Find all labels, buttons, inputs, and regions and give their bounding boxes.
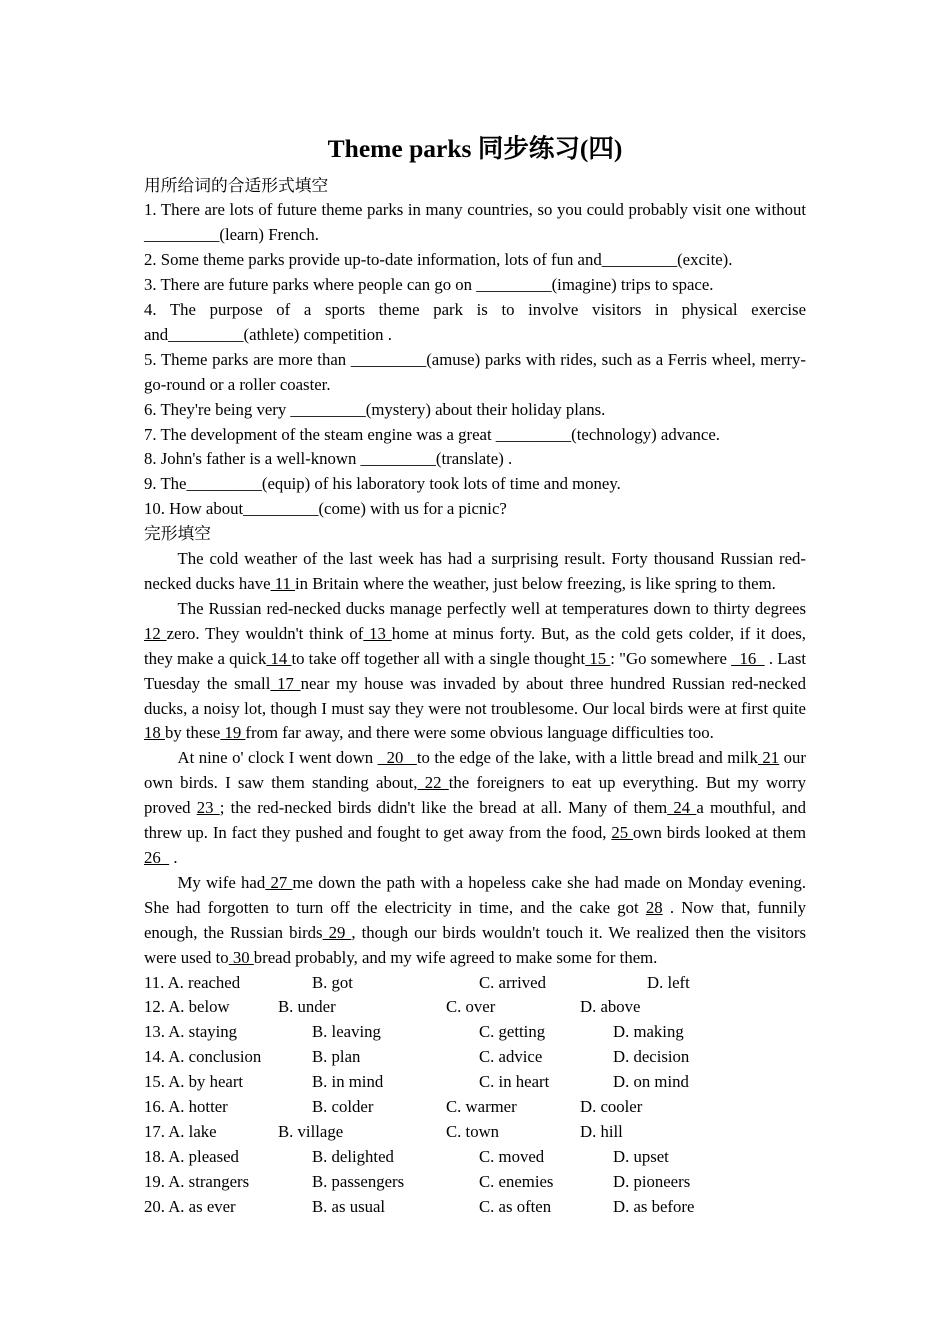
option-b: B. colder	[312, 1096, 374, 1116]
blank-21: 21	[757, 748, 780, 768]
option-c: C. warmer	[446, 1096, 517, 1116]
document-body	[144, 174, 806, 1220]
blank-22: 22	[417, 773, 449, 793]
option-d: D. making	[613, 1022, 684, 1042]
question-item-7: 7. The development of the steam engine was a great _________(technology) advance.	[144, 424, 720, 444]
option-a: 13. A. staying	[144, 1022, 238, 1042]
option-b: B. village	[278, 1121, 344, 1141]
option-d: D. as before	[613, 1196, 695, 1216]
option-a: 14. A. conclusion	[144, 1047, 262, 1067]
cloze-text: bread probably, and my wife agreed to make some for them.	[253, 947, 658, 967]
option-b: B. plan	[312, 1047, 361, 1067]
option-c: C. advice	[479, 1047, 543, 1067]
option-row-19	[144, 1170, 806, 1195]
cloze-text: . Last Tuesday the small	[144, 648, 807, 693]
option-d: D. hill	[580, 1121, 623, 1141]
page-title: Theme parks 同步练习(四)	[327, 134, 623, 163]
blank-17: 17	[270, 673, 301, 693]
cloze-text: by these	[164, 723, 221, 743]
option-row-17	[144, 1120, 806, 1145]
cloze-text: zero. They wouldn't think of	[166, 623, 364, 643]
option-row-13	[144, 1020, 806, 1045]
cloze-text: .	[169, 847, 178, 867]
blank-27: 27	[265, 872, 293, 892]
blank-12: 12	[144, 623, 167, 643]
blank-24: 24	[667, 798, 697, 818]
option-c: C. in heart	[479, 1072, 550, 1092]
question-item-4: 4. The purpose of a sports theme park is to involve visitors in physical exercise and_________(athlete) competition .	[144, 300, 806, 344]
question-item-6: 6. They're being very _________(mystery) about their holiday plans.	[144, 399, 606, 419]
blank-16: 16	[731, 648, 765, 668]
option-b: B. leaving	[312, 1022, 381, 1042]
option-b: B. in mind	[312, 1072, 384, 1092]
option-a: 12. A. below	[144, 997, 230, 1017]
cloze-paragraph-1	[144, 547, 806, 597]
option-b: B. delighted	[312, 1146, 394, 1166]
section-heading-cloze: 完形填空	[144, 524, 212, 544]
option-c: C. enemies	[479, 1171, 554, 1191]
option-b: B. got	[312, 972, 353, 992]
section-heading-fill-in: 用所给词的合适形式填空	[144, 175, 329, 195]
option-d: D. cooler	[580, 1096, 643, 1116]
cloze-text: a mouthful, and threw up. In fact they pushed and fought to get away from the food,	[144, 798, 807, 843]
cloze-paragraph-2	[144, 597, 806, 746]
cloze-text: : "Go somewhere	[610, 648, 732, 668]
question-item-1: 1. There are lots of future theme parks in many countries, so you could probably visit one without _________(learn) French.	[144, 200, 806, 245]
option-row-14	[144, 1045, 806, 1070]
option-d: D. above	[580, 997, 641, 1017]
blank-15: 15	[585, 648, 611, 668]
option-c: C. over	[446, 997, 496, 1017]
question-item-9: 9. The_________(equip) of his laboratory took lots of time and money.	[144, 474, 621, 494]
cloze-text: the foreigners to eat up everything. But my worry proved	[144, 773, 806, 818]
cloze-text: from far away, and there were some obvious language difficulties too.	[245, 723, 714, 743]
blank-25: 25	[611, 823, 633, 843]
cloze-text: My wife had	[177, 872, 266, 892]
option-d: D. upset	[613, 1146, 669, 1166]
cloze-text: The cold weather of the last week has had a surprising result. Forty thousand Russian red-necked ducks have	[144, 549, 806, 593]
blank-30: 30	[228, 947, 254, 967]
option-c: C. arrived	[479, 972, 546, 992]
blank-19: 19	[220, 723, 246, 743]
cloze-paragraph-4	[144, 871, 806, 971]
blank-29: 29	[322, 922, 352, 942]
cloze-text: own birds looked at them	[632, 823, 807, 843]
question-item-10: 10. How about_________(come) with us for a picnic?	[144, 499, 507, 519]
blank-28: 28	[645, 897, 663, 917]
cloze-text: me down the path with a hopeless cake she had made on Monday evening. She had forgotten to turn off the electricity in time, and the cake got	[144, 872, 807, 917]
option-a: 20. A. as ever	[144, 1196, 236, 1216]
blank-14: 14	[266, 648, 292, 668]
cloze-text: home at minus forty. But, as the cold gets colder, if it does, they make a quick	[144, 623, 806, 668]
question-item-2: 2. Some theme parks provide up-to-date information, lots of fun and_________(excite).	[144, 250, 733, 270]
option-a: 18. A. pleased	[144, 1146, 239, 1166]
cloze-text: The Russian red-necked ducks manage perfectly well at temperatures down to thirty degrees	[177, 598, 806, 618]
option-row-20	[144, 1195, 806, 1220]
blank-26: 26	[144, 847, 170, 867]
cloze-text: At nine o' clock I went down	[177, 748, 378, 768]
option-a: 11. A. reached	[144, 972, 241, 992]
option-row-11	[144, 971, 806, 996]
question-item-8: 8. John's father is a well-known _________(translate) .	[144, 449, 513, 469]
blank-20: 20	[377, 748, 417, 768]
option-a: 17. A. lake	[144, 1121, 217, 1141]
option-c: C. as often	[479, 1196, 552, 1216]
option-a: 16. A. hotter	[144, 1096, 228, 1116]
cloze-text: near my house was invaded by about three hundred Russian red-necked ducks, a noisy lot, though I must say they were not troublesome. Our local birds were at first quite	[144, 673, 806, 718]
option-d: D. pioneers	[613, 1171, 691, 1191]
cloze-text: to the edge of the lake, with a little bread and milk	[416, 748, 758, 768]
question-item-3: 3. There are future parks where people can go on _________(imagine) trips to space.	[144, 275, 714, 295]
cloze-text: , though our birds wouldn't touch it. We realized then the visitors were used to	[144, 922, 806, 967]
option-row-15	[144, 1070, 806, 1095]
cloze-text: in Britain where the weather, just below freezing, is like spring to them.	[295, 574, 776, 593]
cloze-paragraph-3	[144, 746, 806, 871]
option-b: B. under	[278, 997, 336, 1017]
option-b: B. as usual	[312, 1196, 386, 1216]
option-row-18	[144, 1145, 806, 1170]
option-a: 19. A. strangers	[144, 1171, 250, 1191]
option-d: D. left	[647, 972, 690, 992]
cloze-text: . Now that, funnily enough, the Russian birds	[144, 897, 806, 942]
cloze-text: our own birds. I saw them standing about,	[144, 748, 806, 793]
blank-13: 13	[363, 623, 392, 643]
option-row-16	[144, 1095, 806, 1120]
blank-11: 11	[270, 574, 296, 593]
option-d: D. decision	[613, 1047, 690, 1067]
option-c: C. getting	[479, 1022, 546, 1042]
option-row-12	[144, 995, 806, 1020]
cloze-text: to take off together all with a single thought	[291, 648, 586, 668]
cloze-text: ; the red-necked birds didn't like the bread at all. Many of them	[219, 798, 668, 818]
option-c: C. town	[446, 1121, 500, 1141]
question-item-5: 5. Theme parks are more than _________(amuse) parks with rides, such as a Ferris wheel, merry-go-round or a roller coaster.	[144, 349, 806, 394]
blank-18: 18	[144, 723, 165, 743]
option-a: 15. A. by heart	[144, 1072, 244, 1092]
option-b: B. passengers	[312, 1171, 405, 1191]
blank-23: 23	[196, 798, 220, 818]
option-d: D. on mind	[613, 1072, 689, 1092]
option-c: C. moved	[479, 1146, 545, 1166]
